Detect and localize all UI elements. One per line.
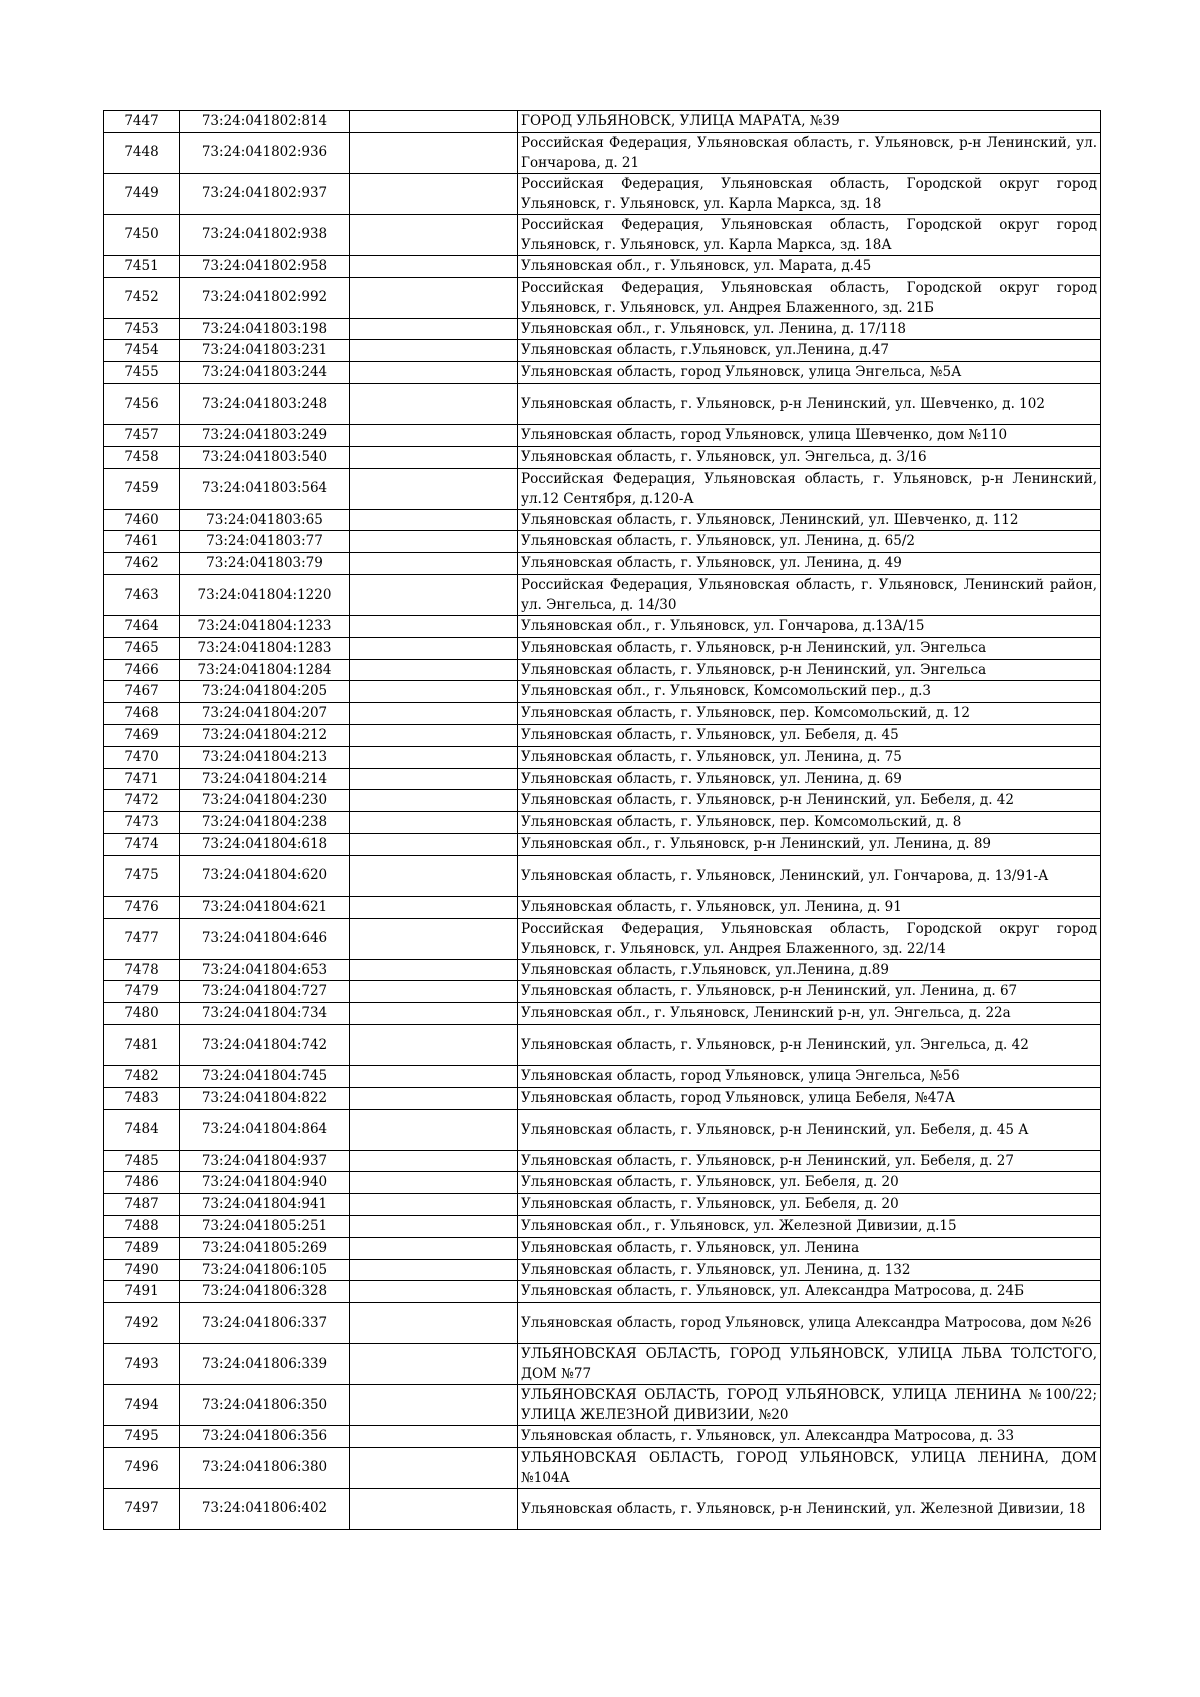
address-cell: Российская Федерация, Ульяновская область, Городской округ город Ульяновск, г. Ульяновск, ул. Карла Маркса, зд. 18А [518,214,1101,255]
cadastral-number-cell: 73:24:041806:328 [180,1281,350,1303]
cadastral-number-cell: 73:24:041803:231 [180,340,350,362]
empty-cell [350,1344,518,1385]
row-number-cell: 7460 [104,509,180,531]
empty-cell [350,1303,518,1344]
empty-cell [350,1488,518,1529]
empty-cell [350,981,518,1003]
cadastral-number-cell: 73:24:041804:822 [180,1087,350,1109]
cadastral-number-cell: 73:24:041804:1220 [180,574,350,615]
row-number-cell: 7493 [104,1344,180,1385]
empty-cell [350,446,518,468]
cadastral-number-cell: 73:24:041803:248 [180,383,350,424]
empty-cell [350,790,518,812]
cadastral-register-table [103,110,1101,1530]
address-cell: Ульяновская область, г. Ульяновск, р-н Ленинский, ул. Бебеля, д. 45 А [518,1109,1101,1150]
row-number-cell: 7453 [104,318,180,340]
table-row [104,1344,1101,1385]
row-number-cell: 7454 [104,340,180,362]
empty-cell [350,1237,518,1259]
cadastral-number-cell: 73:24:041804:653 [180,959,350,981]
row-number-cell: 7488 [104,1215,180,1237]
table-row [104,615,1101,637]
address-cell: Ульяновская обл., г. Ульяновск, ул. Марата, д.45 [518,255,1101,277]
address-cell: Ульяновская область, город Ульяновск, улица Бебеля, №47А [518,1087,1101,1109]
address-cell: УЛЬЯНОВСКАЯ ОБЛАСТЬ, ГОРОД УЛЬЯНОВСК, УЛИЦА ЛЕНИНА, ДОМ №104А [518,1447,1101,1488]
row-number-cell: 7448 [104,132,180,173]
address-cell: Ульяновская область, город Ульяновск, улица Шевченко, дом №110 [518,424,1101,446]
address-cell: Ульяновская область, город Ульяновск, улица Энгельса, №56 [518,1065,1101,1087]
empty-cell [350,1172,518,1194]
address-cell: Российская Федерация, Ульяновская область, г. Ульяновск, Ленинский район, ул. Энгельса, д. 14/30 [518,574,1101,615]
row-number-cell: 7474 [104,833,180,855]
cadastral-number-cell: 73:24:041804:940 [180,1172,350,1194]
empty-cell [350,1194,518,1216]
address-cell: Российская Федерация, Ульяновская область, Городской округ город Ульяновск, г. Ульяновск, ул. Андрея Блаженного, зд. 21Б [518,277,1101,318]
row-number-cell: 7489 [104,1237,180,1259]
cadastral-number-cell: 73:24:041804:214 [180,768,350,790]
table-row [104,214,1101,255]
row-number-cell: 7477 [104,918,180,959]
cadastral-number-cell: 73:24:041804:727 [180,981,350,1003]
cadastral-number-cell: 73:24:041802:958 [180,255,350,277]
row-number-cell: 7486 [104,1172,180,1194]
address-cell: ГОРОД УЛЬЯНОВСК, УЛИЦА МАРАТА, №39 [518,111,1101,133]
cadastral-number-cell: 73:24:041804:937 [180,1150,350,1172]
row-number-cell: 7469 [104,724,180,746]
empty-cell [350,340,518,362]
address-cell: Ульяновская область, г. Ульяновск, ул. Александра Матросова, д. 33 [518,1426,1101,1448]
empty-cell [350,1426,518,1448]
table-row [104,1172,1101,1194]
empty-cell [350,424,518,446]
row-number-cell: 7496 [104,1447,180,1488]
cadastral-number-cell: 73:24:041806:402 [180,1488,350,1529]
address-cell: Ульяновская область, г. Ульяновск, Ленинский, ул. Гончарова, д. 13/91-А [518,855,1101,896]
table-row [104,746,1101,768]
address-cell: Ульяновская область, г. Ульяновск, р-н Ленинский, ул. Железной Дивизии, 18 [518,1488,1101,1529]
table-row [104,896,1101,918]
row-number-cell: 7456 [104,383,180,424]
row-number-cell: 7457 [104,424,180,446]
empty-cell [350,1109,518,1150]
row-number-cell: 7455 [104,362,180,384]
address-cell: Ульяновская область, город Ульяновск, улица Александра Матросова, дом №26 [518,1303,1101,1344]
address-cell: Ульяновская область, г. Ульяновск, р-н Ленинский, ул. Энгельса [518,659,1101,681]
row-number-cell: 7449 [104,173,180,214]
table-row [104,132,1101,173]
table-row [104,1303,1101,1344]
empty-cell [350,918,518,959]
address-cell: Российская Федерация, Ульяновская область, Городской округ город Ульяновск, г. Ульяновск, ул. Карла Маркса, зд. 18 [518,173,1101,214]
cadastral-number-cell: 73:24:041806:356 [180,1426,350,1448]
address-cell: Ульяновская обл., г. Ульяновск, Комсомольский пер., д.3 [518,681,1101,703]
row-number-cell: 7472 [104,790,180,812]
cadastral-number-cell: 73:24:041806:380 [180,1447,350,1488]
cadastral-number-cell: 73:24:041802:938 [180,214,350,255]
address-cell: Ульяновская область, г. Ульяновск, Ленинский, ул. Шевченко, д. 112 [518,509,1101,531]
cadastral-number-cell: 73:24:041803:249 [180,424,350,446]
address-cell: Ульяновская область, г. Ульяновск, ул. Ленина [518,1237,1101,1259]
table-row [104,362,1101,384]
address-cell: Ульяновская область, г. Ульяновск, ул. Бебеля, д. 45 [518,724,1101,746]
cadastral-number-cell: 73:24:041804:742 [180,1024,350,1065]
empty-cell [350,1024,518,1065]
table-row [104,1385,1101,1426]
row-number-cell: 7451 [104,255,180,277]
table-row [104,703,1101,725]
empty-cell [350,1385,518,1426]
row-number-cell: 7491 [104,1281,180,1303]
row-number-cell: 7480 [104,1003,180,1025]
row-number-cell: 7466 [104,659,180,681]
table-row [104,553,1101,575]
cadastral-number-cell: 73:24:041804:213 [180,746,350,768]
address-cell: Ульяновская область, г. Ульяновск, р-н Ленинский, ул. Энгельса, д. 42 [518,1024,1101,1065]
address-cell: Ульяновская область, г. Ульяновск, р-н Ленинский, ул. Ленина, д. 67 [518,981,1101,1003]
empty-cell [350,468,518,509]
row-number-cell: 7473 [104,812,180,834]
table-row [104,1194,1101,1216]
table-row [104,1065,1101,1087]
row-number-cell: 7483 [104,1087,180,1109]
cadastral-number-cell: 73:24:041804:734 [180,1003,350,1025]
cadastral-number-cell: 73:24:041804:230 [180,790,350,812]
empty-cell [350,214,518,255]
address-cell: Ульяновская область, г. Ульяновск, р-н Ленинский, ул. Энгельса [518,637,1101,659]
table-row [104,1003,1101,1025]
address-cell: Ульяновская область, г. Ульяновск, пер. Комсомольский, д. 12 [518,703,1101,725]
table-row [104,1426,1101,1448]
address-cell: Ульяновская область, г. Ульяновск, р-н Ленинский, ул. Шевченко, д. 102 [518,383,1101,424]
empty-cell [350,1281,518,1303]
cadastral-number-cell: 73:24:041804:621 [180,896,350,918]
cadastral-number-cell: 73:24:041804:941 [180,1194,350,1216]
cadastral-number-cell: 73:24:041804:238 [180,812,350,834]
table-row [104,812,1101,834]
row-number-cell: 7462 [104,553,180,575]
row-number-cell: 7458 [104,446,180,468]
cadastral-number-cell: 73:24:041803:198 [180,318,350,340]
row-number-cell: 7470 [104,746,180,768]
cadastral-number-cell: 73:24:041805:269 [180,1237,350,1259]
address-cell: Ульяновская область, г. Ульяновск, ул. Александра Матросова, д. 24Б [518,1281,1101,1303]
empty-cell [350,959,518,981]
cadastral-number-cell: 73:24:041804:212 [180,724,350,746]
cadastral-number-cell: 73:24:041804:1233 [180,615,350,637]
empty-cell [350,1003,518,1025]
empty-cell [350,637,518,659]
table-row [104,659,1101,681]
table-row [104,981,1101,1003]
cadastral-number-cell: 73:24:041804:205 [180,681,350,703]
cadastral-number-cell: 73:24:041806:339 [180,1344,350,1385]
address-cell: Ульяновская обл., г. Ульяновск, ул. Ленина, д. 17/118 [518,318,1101,340]
cadastral-number-cell: 73:24:041803:564 [180,468,350,509]
empty-cell [350,1087,518,1109]
address-cell: УЛЬЯНОВСКАЯ ОБЛАСТЬ, ГОРОД УЛЬЯНОВСК, УЛИЦА ЛЕНИНА №100/22; УЛИЦА ЖЕЛЕЗНОЙ ДИВИЗИИ, №20 [518,1385,1101,1426]
row-number-cell: 7490 [104,1259,180,1281]
empty-cell [350,173,518,214]
empty-cell [350,1065,518,1087]
table-row [104,340,1101,362]
empty-cell [350,1150,518,1172]
address-cell: Ульяновская область, г. Ульяновск, ул. Ленина, д. 75 [518,746,1101,768]
table-row [104,959,1101,981]
cadastral-number-cell: 73:24:041804:620 [180,855,350,896]
address-cell: Ульяновская область, город Ульяновск, улица Энгельса, №5А [518,362,1101,384]
empty-cell [350,574,518,615]
cadastral-number-cell: 73:24:041804:745 [180,1065,350,1087]
table-row [104,1087,1101,1109]
row-number-cell: 7497 [104,1488,180,1529]
cadastral-number-cell: 73:24:041806:337 [180,1303,350,1344]
table-row [104,1447,1101,1488]
empty-cell [350,1447,518,1488]
empty-cell [350,724,518,746]
empty-cell [350,896,518,918]
empty-cell [350,681,518,703]
row-number-cell: 7468 [104,703,180,725]
address-cell: Ульяновская обл., г. Ульяновск, р-н Ленинский, ул. Ленина, д. 89 [518,833,1101,855]
table-row [104,790,1101,812]
table-row [104,277,1101,318]
empty-cell [350,531,518,553]
row-number-cell: 7481 [104,1024,180,1065]
cadastral-number-cell: 73:24:041802:937 [180,173,350,214]
table-row [104,468,1101,509]
address-cell: Ульяновская область, г. Ульяновск, ул. Ленина, д. 132 [518,1259,1101,1281]
address-cell: Ульяновская область, г. Ульяновск, р-н Ленинский, ул. Бебеля, д. 42 [518,790,1101,812]
empty-cell [350,1259,518,1281]
row-number-cell: 7467 [104,681,180,703]
row-number-cell: 7463 [104,574,180,615]
row-number-cell: 7459 [104,468,180,509]
table-row [104,681,1101,703]
table-row [104,446,1101,468]
table-row [104,318,1101,340]
cadastral-number-cell: 73:24:041802:814 [180,111,350,133]
row-number-cell: 7485 [104,1150,180,1172]
row-number-cell: 7464 [104,615,180,637]
table-row [104,1259,1101,1281]
empty-cell [350,553,518,575]
table-row [104,1024,1101,1065]
cadastral-number-cell: 73:24:041804:618 [180,833,350,855]
empty-cell [350,509,518,531]
table-row [104,1215,1101,1237]
cadastral-number-cell: 73:24:041806:105 [180,1259,350,1281]
table-row [104,768,1101,790]
row-number-cell: 7465 [104,637,180,659]
cadastral-number-cell: 73:24:041803:540 [180,446,350,468]
table-row [104,637,1101,659]
row-number-cell: 7476 [104,896,180,918]
table-row [104,173,1101,214]
row-number-cell: 7495 [104,1426,180,1448]
empty-cell [350,1215,518,1237]
address-cell: Ульяновская область, г. Ульяновск, пер. Комсомольский, д. 8 [518,812,1101,834]
cadastral-number-cell: 73:24:041803:244 [180,362,350,384]
empty-cell [350,255,518,277]
address-cell: Ульяновская обл., г. Ульяновск, Ленинский р-н, ул. Энгельса, д. 22а [518,1003,1101,1025]
address-cell: Ульяновская область, г. Ульяновск, ул. Ленина, д. 69 [518,768,1101,790]
row-number-cell: 7452 [104,277,180,318]
address-cell: Ульяновская область, г. Ульяновск, ул. Ленина, д. 49 [518,553,1101,575]
table-row [104,574,1101,615]
empty-cell [350,746,518,768]
address-cell: Ульяновская область, г. Ульяновск, ул. Ленина, д. 65/2 [518,531,1101,553]
address-cell: Ульяновская обл., г. Ульяновск, ул. Железной Дивизии, д.15 [518,1215,1101,1237]
empty-cell [350,383,518,424]
address-cell: УЛЬЯНОВСКАЯ ОБЛАСТЬ, ГОРОД УЛЬЯНОВСК, УЛИЦА ЛЬВА ТОЛСТОГО, ДОМ №77 [518,1344,1101,1385]
empty-cell [350,833,518,855]
cadastral-number-cell: 73:24:041802:936 [180,132,350,173]
address-cell: Ульяновская область, г.Ульяновск, ул.Ленина, д.89 [518,959,1101,981]
cadastral-number-cell: 73:24:041802:992 [180,277,350,318]
cadastral-number-cell: 73:24:041804:1284 [180,659,350,681]
address-cell: Ульяновская область, г. Ульяновск, ул. Бебеля, д. 20 [518,1194,1101,1216]
table-row [104,531,1101,553]
table-row [104,1488,1101,1529]
empty-cell [350,812,518,834]
empty-cell [350,318,518,340]
table-row [104,833,1101,855]
cadastral-number-cell: 73:24:041805:251 [180,1215,350,1237]
table-row [104,424,1101,446]
address-cell: Ульяновская область, г. Ульяновск, ул. Ленина, д. 91 [518,896,1101,918]
register-body [104,111,1101,1530]
table-row [104,1150,1101,1172]
cadastral-number-cell: 73:24:041804:207 [180,703,350,725]
cadastral-number-cell: 73:24:041803:79 [180,553,350,575]
row-number-cell: 7478 [104,959,180,981]
row-number-cell: 7484 [104,1109,180,1150]
empty-cell [350,659,518,681]
row-number-cell: 7487 [104,1194,180,1216]
table-row [104,509,1101,531]
row-number-cell: 7475 [104,855,180,896]
table-row [104,255,1101,277]
address-cell: Ульяновская обл., г. Ульяновск, ул. Гончарова, д.13А/15 [518,615,1101,637]
table-row [104,1281,1101,1303]
address-cell: Ульяновская область, г. Ульяновск, р-н Ленинский, ул. Бебеля, д. 27 [518,1150,1101,1172]
table-row [104,1109,1101,1150]
row-number-cell: 7492 [104,1303,180,1344]
row-number-cell: 7450 [104,214,180,255]
row-number-cell: 7482 [104,1065,180,1087]
address-cell: Российская Федерация, Ульяновская область, г. Ульяновск, р-н Ленинский, ул.12 Сентября, д.120-А [518,468,1101,509]
empty-cell [350,768,518,790]
row-number-cell: 7471 [104,768,180,790]
row-number-cell: 7494 [104,1385,180,1426]
address-cell: Ульяновская область, г. Ульяновск, ул. Бебеля, д. 20 [518,1172,1101,1194]
row-number-cell: 7479 [104,981,180,1003]
cadastral-number-cell: 73:24:041804:1283 [180,637,350,659]
table-row [104,724,1101,746]
empty-cell [350,703,518,725]
address-cell: Ульяновская область, г. Ульяновск, ул. Энгельса, д. 3/16 [518,446,1101,468]
address-cell: Российская Федерация, Ульяновская область, Городской округ город Ульяновск, г. Ульяновск, ул. Андрея Блаженного, зд. 22/14 [518,918,1101,959]
table-row [104,111,1101,133]
empty-cell [350,615,518,637]
cadastral-number-cell: 73:24:041806:350 [180,1385,350,1426]
cadastral-number-cell: 73:24:041803:65 [180,509,350,531]
cadastral-number-cell: 73:24:041803:77 [180,531,350,553]
table-row [104,918,1101,959]
table-row [104,855,1101,896]
empty-cell [350,362,518,384]
empty-cell [350,111,518,133]
empty-cell [350,855,518,896]
address-cell: Российская Федерация, Ульяновская область, г. Ульяновск, р-н Ленинский, ул. Гончарова, д. 21 [518,132,1101,173]
table-row [104,1237,1101,1259]
row-number-cell: 7447 [104,111,180,133]
address-cell: Ульяновская область, г.Ульяновск, ул.Ленина, д.47 [518,340,1101,362]
cadastral-number-cell: 73:24:041804:864 [180,1109,350,1150]
empty-cell [350,277,518,318]
cadastral-number-cell: 73:24:041804:646 [180,918,350,959]
table-row [104,383,1101,424]
empty-cell [350,132,518,173]
row-number-cell: 7461 [104,531,180,553]
